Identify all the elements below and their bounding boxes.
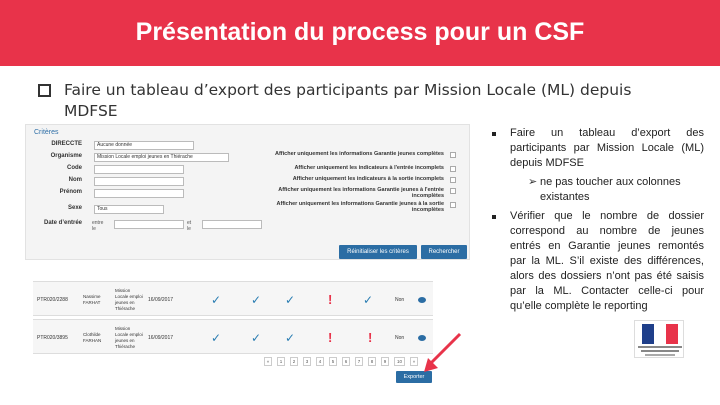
page-link[interactable]: 6 <box>342 357 350 366</box>
slide-title: Présentation du process pour un CSF <box>135 18 585 46</box>
page-link[interactable]: 9 <box>381 357 389 366</box>
right-bullet-1 <box>492 126 704 171</box>
page-link[interactable]: 5 <box>329 357 337 366</box>
exclamation-icon: ! <box>328 329 333 345</box>
checkbox-icon[interactable] <box>450 202 456 208</box>
bullet-icon <box>492 215 496 219</box>
criteria-label: Critères <box>34 129 59 136</box>
field-label: Nom <box>68 177 82 183</box>
right-sub-bullet <box>528 175 698 205</box>
cell-org: Mission Locale emploi jeunes en Thiérache <box>115 325 143 349</box>
reset-criteria-button[interactable]: Réinitialiser les critères <box>339 245 417 259</box>
table-row[interactable] <box>33 281 433 316</box>
cell-date: 16/09/2017 <box>148 296 174 303</box>
export-button[interactable]: Exporter <box>396 371 432 383</box>
page-link[interactable]: 8 <box>368 357 376 366</box>
checkbox-icon[interactable] <box>450 166 456 172</box>
checkmark-icon: ✓ <box>211 330 222 345</box>
cell-org: Mission Locale emploi jeunes en Thiérache <box>115 287 143 311</box>
checkmark-icon: ✓ <box>285 292 296 307</box>
page-link[interactable]: 4 <box>316 357 324 366</box>
eye-icon[interactable] <box>418 282 426 317</box>
checkmark-icon: ✓ <box>251 330 262 345</box>
title-bar <box>0 0 720 66</box>
option-gj-entry-incomplete[interactable] <box>246 187 456 199</box>
page-link[interactable]: 3 <box>303 357 311 366</box>
checkmark-icon: ✓ <box>251 292 262 307</box>
option-label: Afficher uniquement les indicateurs à la sortie incomplets <box>292 176 444 182</box>
cell-name: Nassime FARHAT <box>83 293 101 305</box>
date-from-label: entre le <box>92 220 104 232</box>
right-bullet-2-text: Vérifier que le nombre de dossier correspond au nombre de jeunes entrés en Garantie jeunes remontés par la ML. S’il existe des différences, alors des dossiers n’ont pas été saisis par la ML. Contacter celle-ci pour qu’elle complète le reporting <box>510 210 704 312</box>
page-link[interactable]: 2 <box>290 357 298 366</box>
checkmark-icon: ✓ <box>285 330 296 345</box>
cell-code: PTR020/3895 <box>37 334 68 341</box>
option-exit-incomplete[interactable] <box>246 176 456 182</box>
checkbox-icon[interactable] <box>450 177 456 183</box>
date-to-input[interactable] <box>202 220 262 229</box>
option-label: Afficher uniquement les informations Garantie jeunes complètes <box>274 151 444 157</box>
right-bullet-2 <box>492 209 704 314</box>
direccte-select[interactable]: Aucune donnée <box>94 141 194 150</box>
checkmark-icon: ✓ <box>363 292 374 307</box>
exclamation-icon: ! <box>328 291 333 307</box>
participants-table <box>33 275 433 357</box>
option-label: Afficher uniquement les informations Garantie jeunes à la sortie incomplètes <box>276 201 444 213</box>
field-label: Sexe <box>67 205 82 211</box>
cell-code: PTR020/2288 <box>37 296 68 303</box>
table-row[interactable] <box>33 319 433 354</box>
marianne-logo <box>634 320 684 358</box>
field-label: Prénom <box>59 189 82 195</box>
bullet-icon <box>492 132 496 136</box>
code-input[interactable] <box>94 165 184 174</box>
right-bullet-1-text: Faire un tableau d’export des participants par Mission Locale (ML) depuis MDFSE <box>510 127 704 169</box>
right-sub-bullet-text: ne pas toucher aux colonnes existantes <box>540 176 681 203</box>
main-bullet <box>38 80 688 122</box>
date-to-label: et le <box>187 220 192 232</box>
nom-input[interactable] <box>94 177 184 186</box>
sexe-select[interactable]: Tous <box>94 205 164 214</box>
cell-date: 16/09/2017 <box>148 334 174 341</box>
option-label: Afficher uniquement les indicateurs à l'entrée incomplets <box>294 165 444 171</box>
cell-status: Non <box>395 334 405 341</box>
organisme-select[interactable]: Mission Locale emploi jeunes en Thiérache <box>94 153 229 162</box>
search-button[interactable]: Rechercher <box>421 245 467 259</box>
exclamation-icon: ! <box>368 329 373 345</box>
date-from-input[interactable] <box>114 220 184 229</box>
arrow-icon <box>420 330 466 376</box>
prenom-input[interactable] <box>94 189 184 198</box>
field-label: Code <box>67 165 82 171</box>
page-link[interactable]: 7 <box>355 357 363 366</box>
cell-name: Clothilde FARHAN <box>83 331 102 343</box>
page-link[interactable]: 10 <box>394 357 405 366</box>
option-gj-exit-incomplete[interactable] <box>246 201 456 213</box>
arrow-bullet-icon: ➢ <box>528 176 538 188</box>
checkbox-icon[interactable] <box>450 188 456 194</box>
field-label: DIRECCTE <box>51 141 82 147</box>
field-label: Date d’entrée <box>43 220 82 226</box>
option-entry-incomplete[interactable] <box>246 165 456 171</box>
checkbox-icon <box>38 84 51 97</box>
field-label: Organisme <box>50 153 82 159</box>
page-link[interactable]: 1 <box>277 357 285 366</box>
criteria-panel <box>25 124 470 260</box>
page-prev[interactable]: « <box>264 357 272 366</box>
main-bullet-text: Faire un tableau d’export des participants par Mission Locale (ML) depuis MDFSE <box>64 81 632 120</box>
cell-status: Non <box>395 296 405 303</box>
checkbox-icon[interactable] <box>450 152 456 158</box>
page-next[interactable]: » <box>410 357 418 366</box>
checkmark-icon: ✓ <box>211 292 222 307</box>
option-label: Afficher uniquement les informations Garantie jeunes à l'entrée incomplètes <box>278 187 444 199</box>
option-gj-complete[interactable] <box>246 151 456 157</box>
